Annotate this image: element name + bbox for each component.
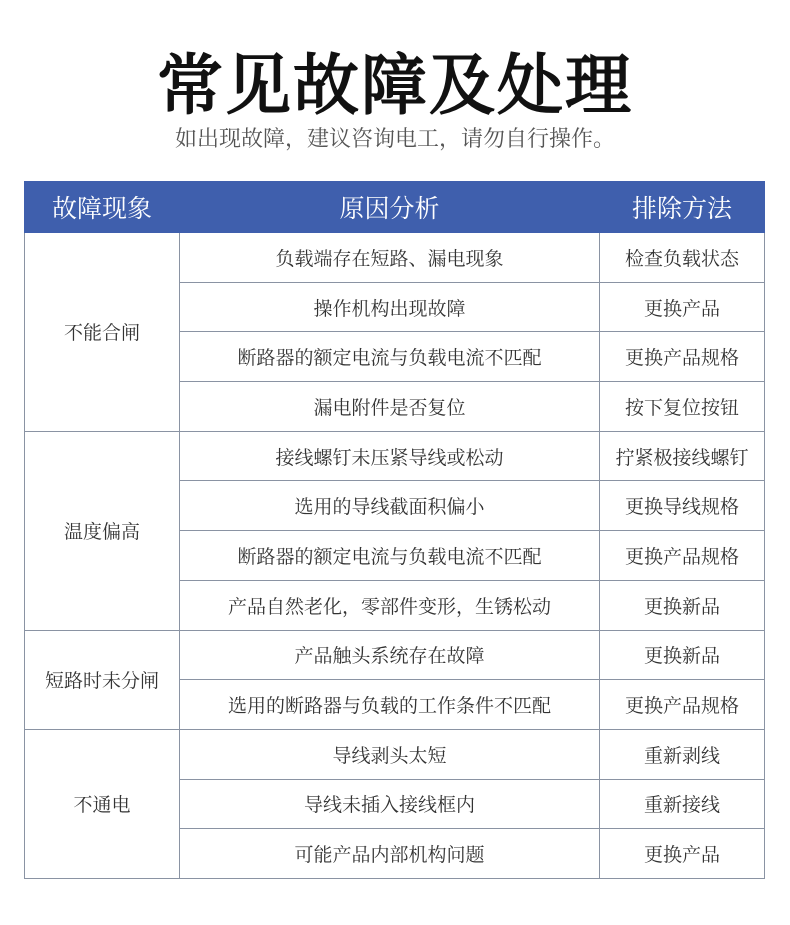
fix-cell: 更换产品 (600, 282, 765, 332)
symptom-cell: 温度偏高 (25, 431, 180, 630)
page-title: 常见故障及处理 (157, 47, 633, 124)
fix-cell: 重新剥线 (600, 729, 765, 779)
fix-cell: 更换导线规格 (600, 481, 765, 531)
fix-cell: 检查负载状态 (600, 233, 765, 283)
fix-cell: 拧紧极接线螺钉 (600, 431, 765, 481)
fault-table (24, 181, 765, 879)
cause-cell: 选用的断路器与负载的工作条件不匹配 (180, 680, 600, 730)
fix-cell: 更换产品规格 (600, 332, 765, 382)
cause-cell: 接线螺钉未压紧导线或松动 (180, 431, 600, 481)
page-subtitle: 如出现故障，建议咨询电工，请勿自行操作。 (174, 127, 615, 152)
header-fix: 排除方法 (600, 182, 765, 233)
header-cause: 原因分析 (180, 182, 600, 233)
cause-cell: 断路器的额定电流与负载电流不匹配 (180, 531, 600, 581)
cause-cell: 选用的导线截面积偏小 (180, 481, 600, 531)
fix-cell: 按下复位按钮 (600, 382, 765, 432)
fix-cell: 更换新品 (600, 580, 765, 630)
cause-cell: 产品触头系统存在故障 (180, 630, 600, 680)
fix-cell: 重新接线 (600, 779, 765, 829)
cause-cell: 导线剥头太短 (180, 729, 600, 779)
symptom-cell: 不能合闸 (25, 233, 180, 432)
symptom-cell: 短路时未分闸 (25, 630, 180, 729)
symptom-cell: 不通电 (25, 729, 180, 878)
cause-cell: 断路器的额定电流与负载电流不匹配 (180, 332, 600, 382)
cause-cell: 操作机构出现故障 (180, 282, 600, 332)
cause-cell: 漏电附件是否复位 (180, 382, 600, 432)
cause-cell: 负载端存在短路、漏电现象 (180, 233, 600, 283)
header-symptom: 故障现象 (25, 182, 180, 233)
fix-cell: 更换产品规格 (600, 531, 765, 581)
cause-cell: 可能产品内部机构问题 (180, 829, 600, 879)
table-row (25, 630, 765, 680)
fix-cell: 更换产品 (600, 829, 765, 879)
fix-cell: 更换新品 (600, 630, 765, 680)
table-row (25, 233, 765, 283)
cause-cell: 产品自然老化，零部件变形，生锈松动 (180, 580, 600, 630)
cause-cell: 导线未插入接线框内 (180, 779, 600, 829)
table-row (25, 729, 765, 779)
table-header-row (25, 182, 765, 233)
table-row (25, 431, 765, 481)
fix-cell: 更换产品规格 (600, 680, 765, 730)
